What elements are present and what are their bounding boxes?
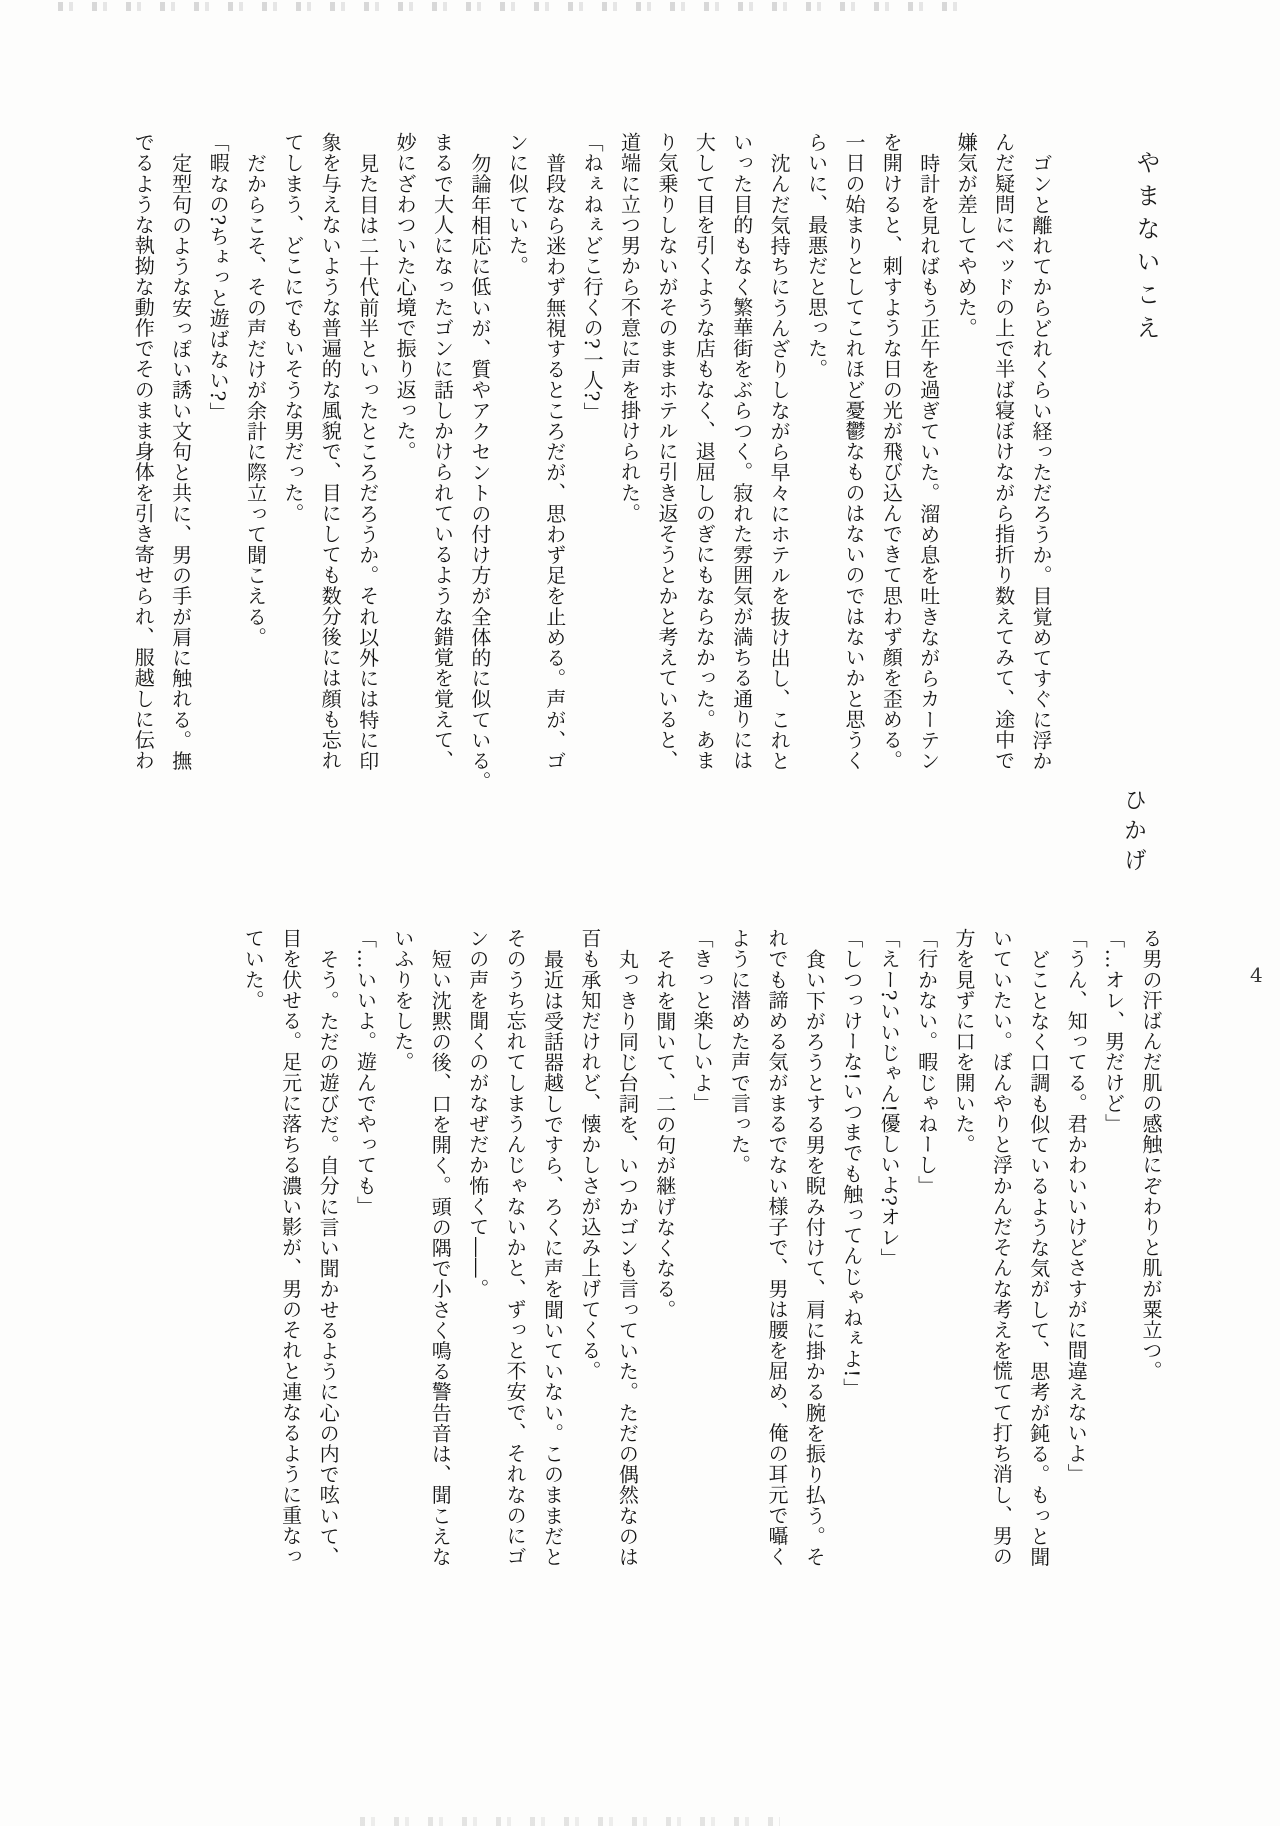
- text-column: 「行かない。暇じゃねーし」: [914, 928, 939, 1196]
- text-column: 「暇なの?ちょっと遊ばない?」: [206, 132, 231, 423]
- text-column: 「うん、知ってる。君かわいいけどさすがに間違えないよ」: [1064, 928, 1089, 1485]
- text-column: 百も承知だけれど、懐かしさが込み上げてくる。: [577, 928, 602, 1382]
- text-column: 「きっと楽しいよ」: [690, 928, 715, 1114]
- text-column: 「…いいよ。遊んでやっても」: [353, 928, 378, 1217]
- text-column: てしまう、どこにでもいそうな男だった。: [280, 132, 305, 524]
- text-column: そう。ただの遊びだ。自分に言い聞かせるように心の内で呟いて、: [316, 948, 341, 1567]
- text-column: でるような執拗な動作でそのまま身体を引き寄せられ、服越しに伝わ: [131, 132, 156, 771]
- scan-artifact-top: [58, 2, 963, 11]
- text-column: ンに似ていた。: [505, 132, 530, 277]
- text-column: 一日の始まりとしてこれほど憂鬱なものはないのではないかと思うく: [841, 132, 866, 771]
- text-column: 定型句のような安っぽい誘い文句と共に、男の手が肩に触れる。撫: [168, 152, 193, 771]
- text-column: そのうち忘れてしまうんじゃないかと、ずっと不安で、それなのにゴ: [503, 928, 528, 1567]
- text-column: 妙にざわついた心境で振り返った。: [393, 132, 418, 462]
- text-column: それを聞いて、二の句が継げなくなる。: [652, 948, 677, 1320]
- text-column: ように潜めた声で言った。: [727, 928, 752, 1176]
- text-column: 「…オレ、男だけど」: [1101, 928, 1126, 1134]
- text-column: 「しつっけーな!いつまでも触ってんじゃねぇよ!」: [839, 928, 864, 1399]
- text-column: 時計を見ればもう正午を過ぎていた。溜め息を吐きながらカーテン: [916, 152, 941, 771]
- text-band-lower: [234, 928, 1169, 1570]
- page-title: やまないこえ: [1132, 150, 1160, 348]
- text-column: 象を与えないような普遍的な風貌で、目にしても数分後には顔も忘れ: [318, 132, 343, 771]
- text-column: 丸っきり同じ台詞を、いつかゴンも言っていた。ただの偶然なのは: [615, 948, 640, 1567]
- text-column: 「ねぇねぇどこ行くの?一人?」: [580, 132, 605, 423]
- text-column: 沈んだ気持ちにうんざりしながら早々にホテルを抜け出し、これと: [767, 152, 792, 771]
- text-column: いふりをした。: [390, 928, 415, 1073]
- text-column: り気乗りしないがそのままホテルに引き返そうとかと考えていると、: [654, 132, 679, 771]
- text-column: いった目的もなく繁華街をぶらつく。寂れた雰囲気が満ちる通りには: [729, 132, 754, 771]
- text-band-upper: [124, 132, 1059, 792]
- scan-artifact-bottom: [360, 1817, 780, 1826]
- text-column: ゴンと離れてからどれくらい経っただろうか。目覚めてすぐに浮か: [1029, 152, 1053, 771]
- text-column: いていたい。ぼんやりと浮かんだそんな考えを慌てて打ち消し、男の: [989, 928, 1014, 1567]
- text-column: らいに、最悪だと思った。: [804, 132, 829, 380]
- text-column: 普段なら迷わず無視するところだが、思わず足を止める。声が、ゴ: [542, 152, 567, 771]
- text-column: を開けると、刺すような日の光が飛び込んできて思わず顔を歪める。: [879, 132, 904, 771]
- text-column: 方を見ずに口を開いた。: [951, 928, 976, 1155]
- text-column: 目を伏せる。足元に落ちる濃い影が、男のそれと連なるように重なっ: [278, 928, 303, 1567]
- text-column: ていた。: [241, 928, 266, 1011]
- text-column: れでも諦める気がまるでない様子で、男は腰を屈め、俺の耳元で囁く: [764, 928, 789, 1567]
- text-column: ンの声を聞くのがなぜだか怖くて――。: [465, 928, 490, 1299]
- text-column: 大して目を引くような店もなく、退屈しのぎにもならなかった。あま: [692, 132, 717, 771]
- page-number: 4: [1250, 963, 1263, 987]
- text-column: どことなく口調も似ているような気がして、思考が鈍る。もっと聞: [1026, 948, 1051, 1567]
- text-column: 短い沈黙の後、口を開く。頭の隅で小さく鳴る警告音は、聞こえな: [428, 948, 453, 1567]
- text-column: まるで大人になったゴンに話しかけられているような錯覚を覚えて、: [430, 132, 455, 771]
- text-column: 食い下がろうとする男を睨み付けて、肩に掛かる腕を振り払う。そ: [802, 948, 827, 1567]
- text-column: 道端に立つ男から不意に声を掛けられた。: [617, 132, 642, 524]
- text-column: 見た目は二十代前半といったところだろうか。それ以外には特に印: [355, 152, 380, 771]
- text-column: 嫌気が差してやめた。: [954, 132, 979, 338]
- text-column: 勿論年相応に低いが、質やアクセントの付け方が全体的に似ている。: [467, 152, 492, 792]
- text-column: んだ疑問にベッドの上で半ば寝ぼけながら指折り数えてみて、途中で: [991, 132, 1016, 771]
- author-name: ひかげ: [1120, 788, 1146, 878]
- text-column: 「えー?いいじゃん!優しいよ?オレ」: [877, 928, 902, 1269]
- text-column: だからこそ、その声だけが余計に際立って聞こえる。: [243, 152, 268, 648]
- text-column: る男の汗ばんだ肌の感触にぞわりと肌が粟立つ。: [1139, 928, 1163, 1382]
- text-column: 最近は受話器越しですら、ろくに声を聞いていない。このままだと: [540, 948, 565, 1567]
